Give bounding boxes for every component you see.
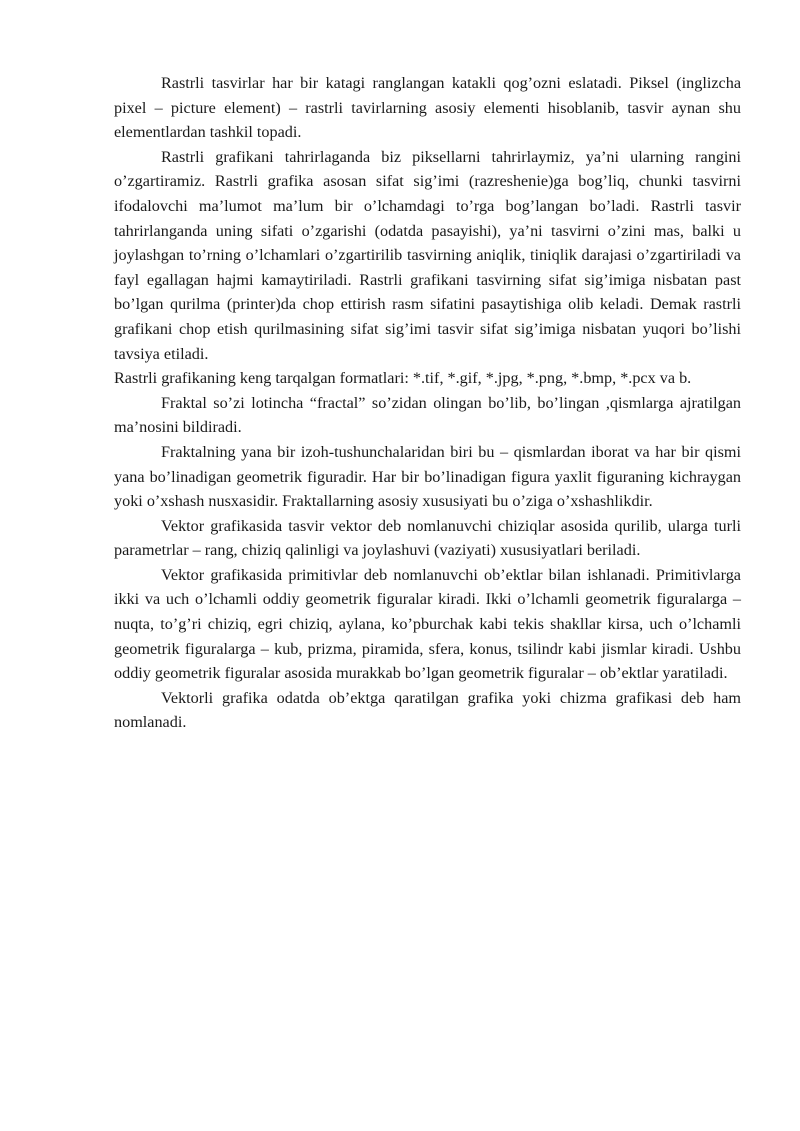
paragraph-raster-formats: Rastrli grafikaning keng tarqalgan formatlari: *.tif, *.gif, *.jpg, *.png, *.bmp, *.pcx va b. (114, 369, 692, 388)
paragraph-raster-intro: Rastrli tasvirlar har bir katagi ranglangan katakli qog’ozni eslatadi. Piksel (inglizcha pixel – picture element) – rastrli tavirlarning asosiy elementi hisoblanib, tasvir aynan shu elementlardan tashkil topadi. (114, 74, 741, 142)
paragraph-vector-primitives: Vektor grafikasida primitivlar deb nomlanuvchi ob’ektlar bilan ishlanadi. Primitivlarga ikki va uch o’lchamli oddiy geometrik figuralar kiradi. Ikki o’lchamli geometrik figuralarga – nuqta, to’g’ri chiziq, egri chiziq, aylana, ko’pburchak kabi tekis shakllar kirsa, uch o’lchamli geometrik figuralarga – kub, prizma, piramida, sfera, konus, tsilindr kabi jismlar kiradi. Ushbu oddiy geometrik figuralar asosida murakkab bo’lgan geometrik figuralar – ob’ektlar yaratiladi. (114, 565, 741, 683)
paragraph-raster-editing: Rastrli grafikani tahrirlaganda biz piksellarni tahrirlaymiz, ya’ni ularning rangini o’zgartiramiz. Rastrli grafika asosan sifat sig’imi (razreshenie)ga bog’liq, chunki tasvirni ifodalovchi ma’lumot ma’lum bir o’lchamdagi to’rga bog’langan bo’ladi. Rastrli tasvir tahrirlanganda uning sifati o’zgarishi (odatda pasayishi), ya’ni tasvirni o’zini mas, balki u joylashgan to’rning o’lchamlari o’zgartirilib tasvirning aniqlik, tiniqlik darajasi o’zgartiriladi va fayl egallagan hajmi kamaytiriladi. Rastrli grafikani tasvirning sifat sig’imiga nisbatan past bo’lgan qurilma (printer)da chop ettirish rasm sifatini pasaytishiga olib keladi. Demak rastrli grafikani chop etish qurilmasining sifat sig’imi tasvir sifat sig’imiga nisbatan yuqori bo’lishi tavsiya etiladi. (114, 147, 741, 363)
paragraph-vector-naming: Vektorli grafika odatda ob’ektga qaratilgan grafika yoki chizma grafikasi deb ham nomlanadi. (114, 688, 741, 732)
paragraph-fractal-definition: Fraktal so’zi lotincha “fractal” so’zidan olingan bo’lib, bo’lingan ,qismlarga ajratilgan ma’nosini bildiradi. (114, 393, 741, 437)
document-page (114, 71, 741, 735)
paragraph-vector-intro: Vektor grafikasida tasvir vektor deb nomlanuvchi chiziqlar asosida qurilib, ularga turli parametrlar – rang, chiziq qalinligi va joylashuvi (vaziyati) xususiyatlari beriladi. (114, 516, 741, 560)
paragraph-fractal-explanation: Fraktalning yana bir izoh-tushunchalaridan biri bu – qismlardan iborat va har bir qismi yana bo’linadigan geometrik figuradir. Har bir bo’linadigan figura yaxlit figuraning kichraygan yoki o’xshash nusxasidir. Fraktallarning asosiy xususiyati bu o’ziga o’xshashlikdir. (114, 442, 741, 511)
